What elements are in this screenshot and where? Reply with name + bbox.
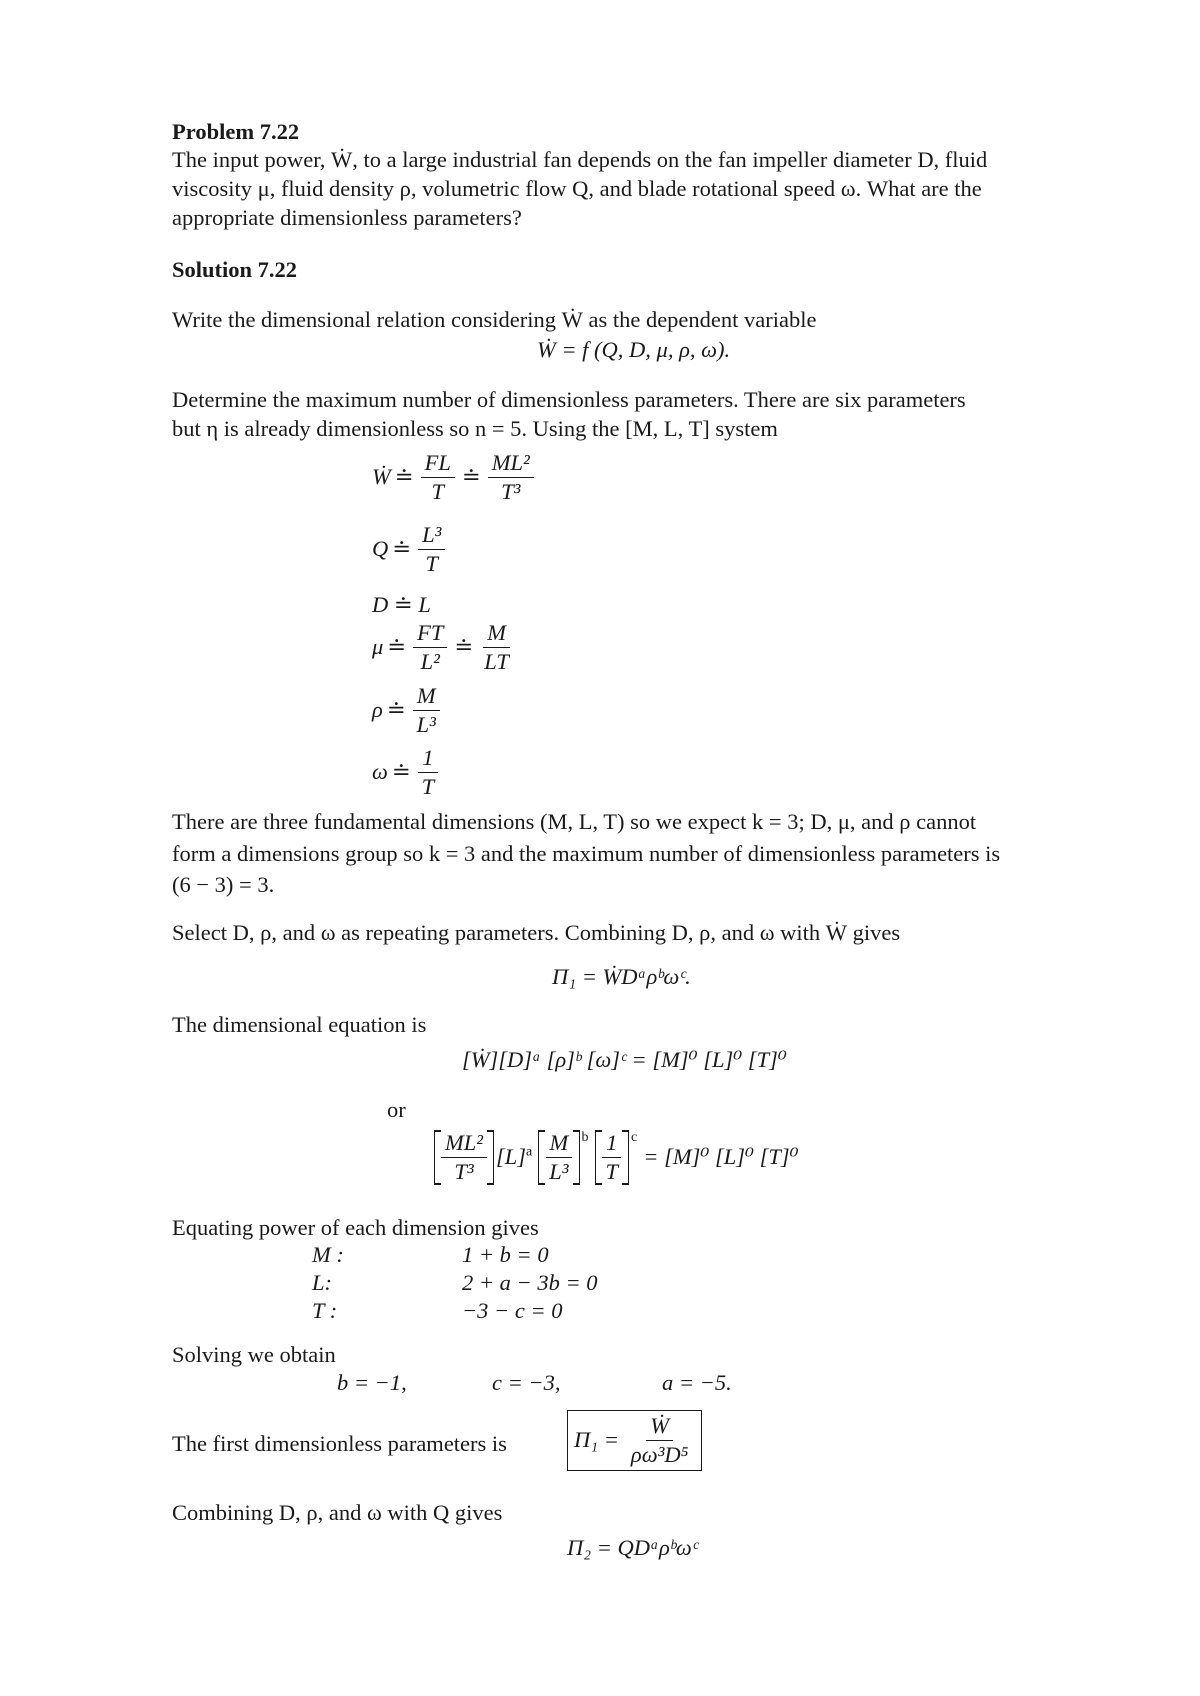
expanded-power-den: T³: [454, 1158, 474, 1184]
eq-dim-m: M :: [312, 1242, 344, 1267]
speed-num: 1: [418, 745, 437, 773]
speed-dimensions: ω ≐ $\frac{1}{T}$: [372, 745, 441, 800]
problem-text-line-1: The input power, Ẇ, to a large industrial fan depends on the fan impeller diameter D, fluid: [172, 147, 988, 172]
power-den-2: T³: [501, 478, 521, 504]
solution-c: c = −3,: [492, 1370, 561, 1395]
flow-den: T: [425, 550, 438, 576]
eq-l: 2 + a − 3b = 0: [462, 1270, 598, 1295]
viscosity-num-2: M: [483, 620, 510, 648]
power-symbol: Ẇ: [372, 464, 391, 490]
pi1-definition: Π₁ = ẆDᵃρᵇωᶜ.: [552, 964, 691, 989]
power-num-2: ML²: [488, 450, 534, 478]
functional-relation: Ẇ = f (Q, D, μ, ρ, ω).: [537, 337, 731, 362]
flow-symbol: Q: [372, 536, 389, 562]
eq-t: −3 − c = 0: [462, 1298, 563, 1323]
fundamental-dims-line-2: form a dimensions group so k = 3 and the maximum number of dimensionless parameters is: [172, 841, 1001, 866]
pi1-result-den: ρω³D⁵: [630, 1441, 689, 1467]
write-relation-text: Write the dimensional relation considering Ẇ as the dependent variable: [172, 307, 817, 332]
combining-q-text: Combining D, ρ, and ω with Q gives: [172, 1500, 503, 1525]
viscosity-dimensions: μ ≐ $\frac{FT}{\text{L²}}$ ≐ $\frac{M}{LT}$: [372, 620, 516, 675]
eq-m: 1 + b = 0: [462, 1242, 549, 1267]
solving-text: Solving we obtain: [172, 1342, 336, 1367]
pi1-result-num: Ẇ: [646, 1413, 673, 1441]
speed-den: T: [421, 773, 435, 799]
density-num: M: [413, 683, 440, 711]
eq-dim-l: L:: [312, 1270, 333, 1295]
problem-text-line-3: appropriate dimensionless parameters?: [172, 205, 522, 230]
power-num-1: FL: [421, 450, 455, 478]
density-den: L³: [416, 711, 436, 737]
solution-a: a = −5.: [662, 1370, 732, 1395]
viscosity-den-2: LT: [484, 648, 509, 674]
pi2-definition: Π₂ = QDᵃρᵇωᶜ: [567, 1535, 698, 1560]
flow-num: L³: [418, 522, 445, 550]
pi1-result-box: [567, 1410, 702, 1471]
density-dimensions: ρ ≐ $\frac{M}{\text{L³}}$: [372, 683, 443, 738]
dimensional-equation-expanded: $\frac{\text{ML²}}{\text{T³}}$ $[L]^a$ $\frac{M}{\text{L³}}$ b $\frac{1}{T}$ c = [M]⁰ [L]⁰ [T]⁰: [432, 1130, 799, 1185]
determine-text-line-2: but η is already dimensionless so n = 5. Using the [M, L, T] system: [172, 416, 778, 441]
solution-heading: Solution 7.22: [172, 257, 298, 282]
density-symbol: ρ: [372, 697, 383, 723]
select-repeating-text: Select D, ρ, and ω as repeating parameters. Combining D, ρ, and ω with Ẇ gives: [172, 920, 901, 945]
viscosity-symbol: μ: [372, 634, 384, 660]
fundamental-dims-line-1: There are three fundamental dimensions (M, L, T) so we expect k = 3; D, μ, and ρ cannot: [172, 809, 977, 834]
diameter-dimensions: D ≐ L: [372, 592, 431, 617]
dimensional-equation: [Ẇ][D]ᵃ [ρ]ᵇ [ω]ᶜ = [M]⁰ [L]⁰ [T]⁰: [462, 1047, 787, 1072]
or-label: or: [387, 1097, 406, 1122]
expanded-power-num: ML²: [441, 1130, 487, 1158]
eq-dim-t: T :: [312, 1298, 338, 1323]
determine-text-line-1: Determine the maximum number of dimensionless parameters. There are six parameters: [172, 387, 966, 412]
expanded-density-den: L³: [549, 1158, 569, 1184]
expanded-density-num: M: [546, 1130, 573, 1158]
first-parameter-text: The first dimensionless parameters is: [172, 1431, 507, 1456]
viscosity-den-1: L²: [420, 648, 440, 674]
fundamental-dims-line-3: (6 − 3) = 3.: [172, 872, 275, 897]
expanded-speed-den: T: [605, 1158, 619, 1184]
equating-powers-text: Equating power of each dimension gives: [172, 1215, 539, 1240]
speed-symbol: ω: [372, 759, 388, 785]
power-dimensions: Ẇ ≐ $\frac{FL}{T}$ ≐ $\frac{\text{ML²}}{\text{T³}}$: [372, 450, 537, 505]
problem-text-line-2: viscosity μ, fluid density ρ, volumetric flow Q, and blade rotational speed ω. What are the: [172, 176, 982, 201]
viscosity-num-1: FT: [413, 620, 447, 648]
solution-b: b = −1,: [337, 1370, 407, 1395]
expanded-rhs: = [M]⁰ [L]⁰ [T]⁰: [643, 1144, 799, 1170]
expanded-speed-num: 1: [602, 1130, 621, 1158]
flow-dimensions: Q ≐ $\frac{\text{L³}}{T}$: [372, 522, 448, 577]
problem-heading: Problem 7.22: [172, 119, 300, 144]
dimensional-equation-label: The dimensional equation is: [172, 1012, 427, 1037]
power-den-1: T: [431, 478, 444, 504]
pi1-result-lhs: Π₁ =: [574, 1427, 619, 1453]
